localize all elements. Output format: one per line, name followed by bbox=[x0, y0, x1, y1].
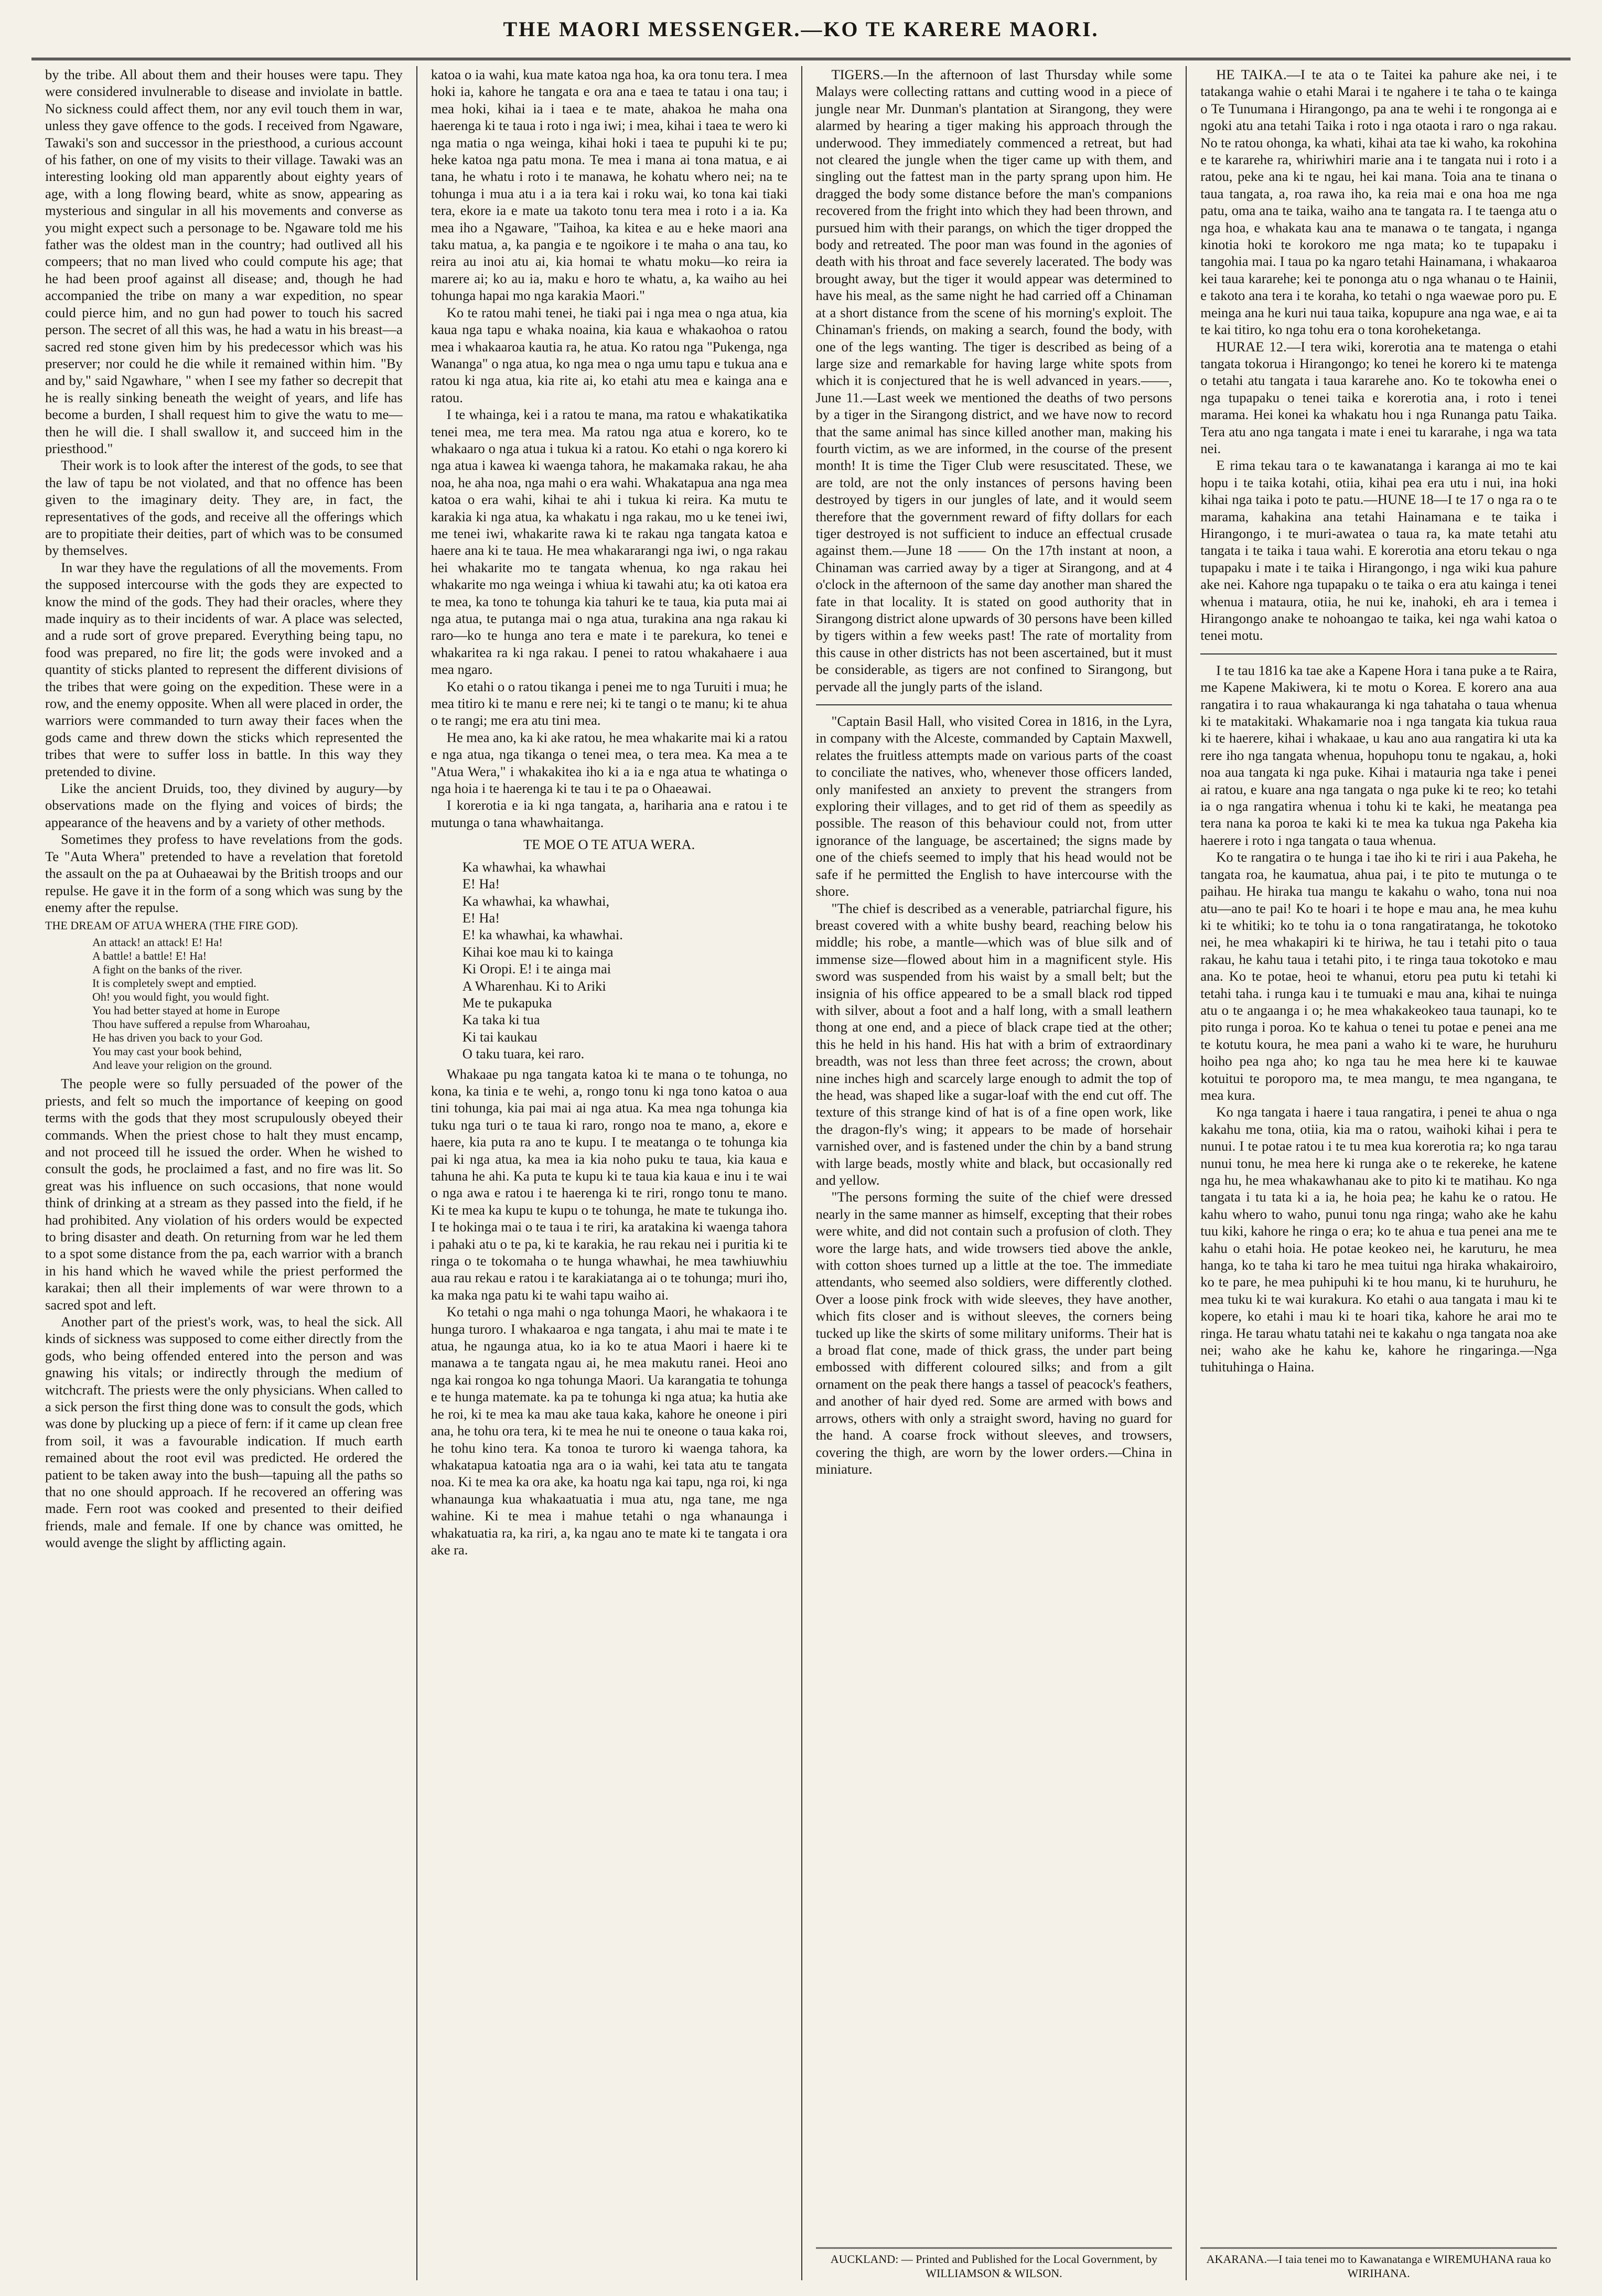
col2-paragraph-1: katoa o ia wahi, kua mate katoa nga hoa, ka ora tonu tera. I mea hoki ia, kahore he tangata e ora ana e taea te tatau i ona tau; i mea hoki, kihai ia i taea e te mate, ahakoa he maha ona haerenga ki te taua i roto i nga iwi; i mea, kihai i taea te wero ki nga matia o nga weinga, kihai hoki i taea te pupuhi ki te pu; heke katoa nga patu mona. Te mea i mana ai tona matua, e ai tana, he whatu i roto i te manawa, he kohatu whero nei; na te tohunga i mua atu i a ia tera kai i roku wai, ko tona kai tiaki tera, ekore ia e mate ua takoto tonu tera mea i roto i a ia. Ka mea iho a Ngaware, "Taihoa, ka kitea e au e heke maori ana taku matua, a, ka pangia e te ngoikore i te maha o ana tau, ko reira au inoi atu ai, kia homai te whatu moku—ko reira ia marere ai; ko au ia, maku e horo te whatu, a, ka waiho au hei tohunga hapai mo nga karakia Maori." bbox=[431, 67, 788, 304]
col2-paragraph-2: Ko te ratou mahi tenei, he tiaki pai i nga mea o nga atua, kia kaua nga tapu e whaka noaina, kia kaua e whakaohoa o ratou mea i whakaaroa kautia ra, he atua. Ko ratou nga "Pukenga, nga Wananga" o nga atua, ko nga mea o nga umu tapu e tukua ana e ratou ki nga atua, kia rite ai, ko etahi atu mea e kainga ana e ratou. bbox=[431, 304, 788, 405]
col2-poem-title: TE MOE O TE ATUA WERA. bbox=[523, 836, 695, 853]
column-4 bbox=[1186, 66, 1571, 2280]
col2-paragraph-3: I te whainga, kei i a ratou te mana, ma ratou e whakatikatika tenei mea, me tera mea. Ma ratou nga atua e korero, ko te whakaaro o nga atua i tukua ki a ratou. Ko etahi o nga korero ki nga atua i kawea ki waenga tahora, he makamaka rakau, he aha noa, he aha noa, nga mahi o era wahi. Whakatapua ana nga mea katoa o era wahi, kihai te ahi i tukua ki reira. Ka mutu te karakia ki nga atua, ka whakatu i nga rakau, mo u ke tenei iwi, me tenei iwi, whakarite rawa ki te rakau nga tangata katoa e haere ana ki te taua. He mea whakararangi nga iwi, o nga rakau hei whakarite mo te tangata whenua, ko nga rakau hei whakarite mo nga weinga i whiua ki tawahi atu; ka oti katoa era te mea, ka tono te tohunga kia tahuri ke te taua, kia puta mai ai nga atua, te putanga mai o nga atua, turakina ana nga rakau ki raro—ko te hunga ano tera e mate i te parekura, ko tenei e whakaritea ra ki nga rakau. I penei to ratou whakahaere i aua mea ngaro. bbox=[431, 406, 788, 678]
col3-imprint: AUCKLAND: — Printed and Published for the Local Government, by WILLIAMSON & WILSON. bbox=[816, 2247, 1173, 2280]
col2-poem: Ka whawhai, ka whawhai E! Ha! Ka whawhai, ka whawhai, E! Ha! E! ka whawhai, ka whawhai. Kihai koe mau ki to kainga Ki Oropi. E! i te ainga mai A Wharenhau. Ki to Ariki Me te pukapuka Ka taka ki tua Ki tai kaukau O taku tuara, kei raro. bbox=[462, 859, 623, 1062]
col3-paragraph-corea-3: "The persons forming the suite of the chief were dressed nearly in the same manner as himself, excepting that their robes were white, and did not contain such a profusion of cloth. They wore the large hats, and wide trowsers tied above the ankle, with cotton shoes turned up a little at the toe. The immediate attendants, who seemed also soldiers, were differently clothed. Over a loose pink frock with wide sleeves, they have another, which fits closer and is without sleeves, the corners being tucked up like the skirts of some military uniforms. Their hat is a broad flat cone, made of thick grass, the under part being embossed with different coloured silks; and from a gilt ornament on the peak there hangs a tassel of peacock's feathers, and another of hair dyed red. Some are armed with bows and arrows, others with only a straight sword, having no guard for the hand. A coarse frock without sleeves, and trowsers, covering the thigh, are worn by the lower orders.—China in miniature. bbox=[815, 1189, 1173, 1477]
col3-paragraph-corea-1: "Captain Basil Hall, who visited Corea in 1816, in the Lyra, in company with the Alceste, commanded by Captain Maxwell, relates the fruitless attempts made on various parts of the coast to conciliate the natives, who, whenever those officers landed, only manifested an anxiety to prevent the strangers from exploring their villages, and to get rid of them as speedily as possible. The reason of this behaviour could not, from utter ignorance of the language, be ascertained; the signs made by one of the chiefs seemed to imply that his head would not be safe if he permitted the English to have intercourse with the shore. bbox=[815, 713, 1173, 899]
col4-divider bbox=[1200, 653, 1557, 655]
column-3 bbox=[801, 66, 1186, 2280]
masthead bbox=[31, 0, 1571, 60]
column-1 bbox=[31, 66, 416, 2280]
col1-paragraph-6: The people were so fully persuaded of the power of the priests, and felt so much the importance of keeping on good terms with the gods that they most scrupulously obeyed their commands. When the priest chose to halt they must encamp, and not proceed till he issued the order. When he wished to consult the gods, he proclaimed a fast, and no fire was lit. So great was his influence on such occasions, that none would think of drinking at a stream as they passed into the field, if he had prohibited. Any violation of his orders would be expected to bring disaster and death. On returning from war he led them to a spot some distance from the pa, each warrior with a branch in his hand which he waved while the priest performed the karakai; then all their implements of war were thrown to a sacred spot and left. bbox=[45, 1076, 403, 1313]
col4-imprint: AKARANA.—I taia tenei mo to Kawanatanga e WIREMUHANA raua ko WIRIHANA. bbox=[1200, 2247, 1557, 2280]
columns bbox=[31, 66, 1571, 2280]
col2-paragraph-8: Ko tetahi o nga mahi o nga tohunga Maori, he whakaora i te hunga turoro. I whakaaroa e nga tangata, i ahu mai te mate i te atua, he ngaunga atua, ko ia ko te atua Maori i haere ki te manawa a te tangata ngau ai, he mea makutu ranei. Heoi ano nga kai rongoa ko nga tohunga Maori. Ua karangatia te tohunga e te hunga matemate. ka pa te tohunga ki nga atua; ka hutia ake he roi, ki te mea ka mau ake taua kaka, kahore he oneone i piri ana, he tohu ora tera, ki te mea he nui te oneone o taua kaka roi, he tohu kino tera. Ka tonoa te turoro ki waenga tahora, ka whakatapua katoatia nga ara o ia wahi, kei tata atu te tangata noa. Ki te mea ka ora ake, ka hoatu nga kai tapu, nga roi, ki nga whanaunga kua whakaatuatia i mua atu, nga tane, me nga wahine. Ki te mea i mahue tetahi o nga whanaunga i whakatuatia ra, ka riri, a, ka ngau ano te mate ki te tangata i ora ake ra. bbox=[431, 1304, 788, 1558]
col1-poem: An attack! an attack! E! Ha! A battle! a battle! E! Ha! A fight on the banks of the river. It is completely swept and emptied. Oh! you would fight, you would fight. You had better stayed at home in Europe Thou have suffered a repulse from Wharoahau, He has driven you back to your God. You may cast your book behind, And leave your religion on the ground. bbox=[92, 936, 310, 1072]
col1-paragraph-1: by the tribe. All about them and their houses were tapu. They were considered invulnerable to disease and inviolate in battle. No sickness could affect them, nor any evil touch them in war, unless they gave offence to the gods. I received from Ngaware, Tawaki's son and successor in the priesthood, a curious account of his father, on one of my visits to their village. Tawaki was an interesting looking old man apparently about eighty years of age, with a long flowing beard, white as snow, appearing as mysterious and singular in all his movements and converse as you might expect such a personage to be. Ngaware told me his father was the oldest man in the country; had outlived all his compeers; that no man lived who could compute his age; that he had been proof against all disease; and, though he had accompanied the tribe on many a war expedition, no spear could pierce him, and no gun had power to touch his sacred person. The secret of all this was, he had a watu in his breast—a sacred red stone given him by his predecessor which was his preserver; nor could he die while it remained within him. "By and by," said Ngawhare, " when I see my father so decrepit that he is really sinking beneath the weight of years, and life has become a burden, I shall request him to give the watu to me—then he will die. I shall swallow it, and succeed him in the priesthood." bbox=[45, 67, 403, 456]
col1-paragraph-7: Another part of the priest's work, was, to heal the sick. All kinds of sickness was supposed to come either directly from the gods, who being offended entered into the person and was gnawing his vitals; or indirectly through the medium of witchcraft. The priests were the only physicians. When called to a sick person the first thing done was to consult the gods, which was done by plucking up a piece of fern: if it came up clean free from soil, it was a favourable indication. If much earth remained about the root evil was predicted. He ordered the patient to be taken away into the bush—tapuing all the paths so that no one should approach. If he recovered an offering was made. Fern root was cooked and presented to their deified friends, male and female. If one by chance was omitted, he would avenge the slight by afflicting again. bbox=[45, 1314, 403, 1551]
col2-paragraph-4: Ko etahi o o ratou tikanga i penei me to nga Turuiti i mua; he mea titiro ki te manu e rere nei; ki te tangi o te manu; ki te ahua o te rangi; me era atu tini mea. bbox=[431, 678, 788, 728]
col3-paragraph-corea-2: "The chief is described as a venerable, patriarchal figure, his breast covered with a white bushy beard, reaching below his middle; his robe, a mantle—which was of blue silk and of immense size—flowed about him in a magnificent style. His sword was suspended from his waist by a small belt; but the insignia of his office appeared to be a small black rod tipped with silver, about a foot and a half long, with a small leathern thong at one end, and a piece of black crape tied at the other; this he held in his hand. His hat with a brim of extraordinary breadth, was not less than three feet across; the crown, about nine inches high and scarcely large enough to admit the top of the head, was shaped like a sugar-loaf with the end cut off. The texture of this strange kind of hat is of a fine open work, like the dragon-fly's wing; it appears to be made of horsehair varnished over, and is fastened under the chin by a band strung with large beads, mostly white and black, but occasionally red and yellow. bbox=[815, 900, 1173, 1188]
col1-paragraph-4: Like the ancient Druids, too, they divined by augury—by observations made on the flying and voices of birds; the appearance of the heavens and by a variety of other methods. bbox=[45, 780, 403, 830]
column-2 bbox=[416, 66, 801, 2280]
col2-paragraph-7: Whakaae pu nga tangata katoa ki te mana o te tohunga, no kona, ka tinia e te wehi, a, rongo tonu ki nga tono katoa o aua tini tohunga, kia pai mai ai nga atua. Ka mea nga tohunga kia tuku nga turi o te taua ki raro, rongo noa te mano, a, ekore e haere, kia puta ra ano te kupu. I te meatanga o te tohunga kia pai ki nga atua, ka mea ia kia noho puku te taua, kia kaua e tahuna he ahi. Ka puta te kupu ki te taua kia kaua e inu i te wai o nga awa e ratou i te haerenga ki te riri, rongo tonu te mano. Ki te mea ka kupu te kupu o te tohunga, he mate te tukunga iho. I te hokinga mai o te taua i te riri, ka aratakina ki waenga tahora i pahaki atu o te pa, ki te karakia, he rau rekau nei i puritia ki te ringa o te tokomaha o te hunga whawhai, he mea tawhiuwhiu aua rau rekau e ratou i te karakiatanga ai o te tohunga; muri iho, ka maka nga patu ki te wahi tapu waiho ai. bbox=[431, 1066, 788, 1303]
col4-paragraph-2: HURAE 12.—I tera wiki, korerotia ana te matenga o etahi tangata tokorua i Hirangongo; ko tenei he korero ki te matenga o tetahi atu tangata i taua kararehe ano. Ko te tokowha enei o nga tupapaku o tenei taika e korerotia ana, i roto i tenei marama. Hei konei ka whakatu hou i nga Runanga patu Taika. Tera atu ano nga tangata i mate i enei tu kararahe, i nga wa tata nei. bbox=[1200, 338, 1557, 456]
col1-paragraph-2: Their work is to look after the interest of the gods, to see that the law of tapu be not violated, and that no offence has been given to the imaginary deity. They are, in fact, the representatives of the gods, and receive all the offerings which are to propitiate their deities, part of which was to be consumed by themselves. bbox=[45, 457, 403, 559]
col1-poem-title: THE DREAM OF ATUA WHERA (THE FIRE GOD). bbox=[45, 919, 298, 932]
masthead-title: THE MAORI MESSENGER.—KO TE KARERE MAORI. bbox=[503, 17, 1099, 41]
col4-paragraph-5: Ko te rangatira o te hunga i tae iho ki te riri i aua Pakeha, he tangata roa, he kaumatua, ahua pai, i te pito te mutunga o te paihau. He hiraka tua mangu te kakahu o waho, tona nui noa atu—ano te pai! Ko te hoari i te hope e mau ana, he mea kuhu ki te whitiki; ko te tohu ia o tona rangatiratanga, he tokotoko nei, he mea whakapiri ki te hiriwa, he tau i tetahi pito o taua rakau, he kahu taua i tetahi pito, i te ringa taua tokotoko e mau ana. Ko te potae, heoi te whanui, etoru pea putu ki tetahi ki tetahi taha. i runga kau i te tumuaki e mau ana, kihai te nuinga atu o te angaanga i o; he mea whakakeokeo taua taunapi, ko te pito runga i poroa. Ko te kahua o tenei tu potae e penei ana me te kotutu koura, he mea pani a waho ki te ware, he huruhuru hoiho pea nga aho; ko nga tau he mea here ki te kauwae kotuitui te poroporo ma, te mea mangu, te mea ngangana, te mea kura. bbox=[1200, 849, 1557, 1103]
col3-paragraph-tigers: TIGERS.—In the afternoon of last Thursday while some Malays were collecting rattans and cutting wood in a piece of jungle near Mr. Dunman's plantation at Sirangong, they were alarmed by hearing a tiger making his approach through the underwood. They immediately commenced a retreat, but had not cleared the jungle when the tiger came up with them, and singling out the fattest man in the party sprang upon him. He dragged the body some distance before the man's companions recovered from the fright into which they had been thrown, and pursued him with their parangs, on which the tiger dropped the body and retreated. The poor man was found in the agonies of death with his throat and face severely lacerated. The body was brought away, but the tiger it would appear was determined to have his meal, as the same night he had carried off a Chinaman at a short distance from the scene of his morning's exploit. The Chinaman's friends, on making a search, found the body, with one of the legs wanting. The tiger is described as being of a large size and remarkable for having large white spots from which it is conjectured that he is well advanced in years.——, June 11.—Last week we mentioned the deaths of two persons by a tiger in the Sirangong district, and we have now to record that the same animal has since killed another man, making his fourth victim, as we are informed, in the course of the present month! It is time the Tiger Club were resuscitated. These, we are told, are not the only instances of persons having been destroyed by tigers in our jungles of late, and it would seem therefore that the government reward of fifty dollars for each tiger destroyed is not sufficient to induce an effectual crusade against them.—June 18 —— On the 17th instant at noon, a Chinaman was carried away by a tiger at Sirangong, and at 4 o'clock in the afternoon of the same day another man shared the fate in that locality. It is stated on good authority that in Sirangong district alone upwards of 30 persons have been killed by tigers within a few weeks past! The rate of mortality from this cause in other districts has not been ascertained, but it must be considerable, as tigers are not confined to Sirangong, but pervade all the jungly parts of the island. bbox=[815, 67, 1173, 694]
col4-paragraph-4: I te tau 1816 ka tae ake a Kapene Hora i tana puke a te Raira, me Kapene Makiwera, ki te motu o Korea. E korero ana aua rangatira i to raua whakauranga ki nga tahataha o taua whenua ki te matakitaki. Whakamarie noa i nga tangata kia tukua raua ki te haerere, kihai i whakaae, u kau ano aua rangatira ki uta ka rere iho nga tangata whenua, hopuhopu tonu te ngakau, a, hoki noa aua tangata ki nga puke. Kihai i matauria nga take i penei ai ratou, e kuare ana nga tangata o nga puke ki te reo; ko tetahi ia o nga rangatira whenua i tohu ki te kaki, he meatanga pea tera nana ka poroa te kaki ki te mea ka tukua nga Pakeha kia haerere i roto i nga tangata o taua whenua. bbox=[1200, 662, 1557, 848]
col1-paragraph-3: In war they have the regulations of all the movements. From the supposed intercourse with the gods they are expected to know the mind of the gods. They had their oracles, where they made inquiry as to their incidents of war. A place was selected, and a rude sort of grove prepared. Everything being tapu, no food was prepared, no fire lit; the gods were invoked and a quantity of sticks planted to represent the different divisions of the tribes that were going on the expedition. These were in a row, and the enemy opposite. When all were placed in order, the warriors were commanded to turn away their faces when the gods came and threw down the sticks which represented the tribes that were to suffer loss in battle. In this way they pretended to divine. bbox=[45, 559, 403, 779]
col2-paragraph-5: He mea ano, ka ki ake ratou, he mea whakarite mai ki a ratou e nga atua, nga tikanga o tenei mea, o tera mea. Ka mea a te "Atua Wera," i whakakitea iho ki a ia e nga atua te whatinga o nga hoia i te haerenga ki te tau i te pa o Ohaeawai. bbox=[431, 729, 788, 797]
col2-paragraph-6: I korerotia e ia ki nga tangata, a, hariharia ana e ratou i te mutunga o tana whawhaitanga. bbox=[431, 797, 788, 830]
col1-paragraph-5: Sometimes they profess to have revelations from the gods. Te "Auta Whera" pretended to have a revelation that foretold the assault on the pa at Ouhaeawai by the British troops and our repulse. He gave it in the form of a song which was sung by the enemy after the repulse. bbox=[45, 831, 403, 915]
col4-paragraph-1: HE TAIKA.—I te ata o te Taitei ka pahure ake nei, i te tatakanga wahie o etahi Marai i te ngahere i te taha o te kainga o Te Tunumana i Hirangongo, pa ana te wehi i te rongonga ai e ngoki atu ana tetahi Taika i roto i nga otaota i raro o nga rakau. No te ratou ohonga, ka whati, kihai ata tae ki waho, ka rokohina e te kararehe ra, whiriwhiri marie ana i te tangata nui i roto i a ratou, peke ana ki te ngau, hei kai mana. Toia ana te tinana o taua tangata, a, roa rawa iho, ka reia mai e ona hoa me nga patu, oma ana te taika, waiho ana te tangata ra. I te taenga atu o nga hoa, e whakata kau ana te manawa o te tangata, i nganga kinotia hoki te korokoro me nga mata; ko te tupapaku i tangohia mai. I taua po ka ngaro tetahi Hainamana, i whakaaroa kei taua kararehe; kei te pononga atu o nga whanau o te Hainii, e takoto ana tera i te koraha, ko tetahi o nga waewae poro pu. E meinga ana he kuri nui taua taika, kopupure ana nga wae, e ai ta te kai titiro, ko nga tohu era o tona koroheketanga. bbox=[1200, 67, 1557, 338]
col3-divider bbox=[816, 704, 1173, 705]
col4-paragraph-3: E rima tekau tara o te kawanatanga i karanga ai mo te kai hopu i te taika kotahi, otiia, kihai pea era utu i nui, ina hoki kihai nga taika i poto te patu.—HUNE 18—I te 17 o nga ra o te marama, kahakina ana tetahi Hainamana e te taika i Hirangongo, i te muri-awatea o taua ra, ka mate tetahi atu tangata i te taika i taua wahi. E korerotia ana etoru tekau o nga tupapaku i mate i te taika i Hirangongo, i nga wiki kua pahure ake nei. Kahore nga tupapaku o te taika o era atu kainga i tenei whenua i mataura, otiia, he nui ke, inahoki, eh ara i temea i Hirangongo anake te nohoangao te taika, kei nga wahi katoa o tenei motu. bbox=[1200, 457, 1557, 643]
col4-paragraph-6: Ko nga tangata i haere i taua rangatira, i penei te ahua o nga kakahu me tona, otiia, kia ma o ratou, waihoki kihai i pera te nunui. I te potae ratou i te tu mea kua korerotia ra; ko nga tarau nunui tonu, he mea here ki runga ake o te rekereke, he katene nga hu, he mea whakawhanau ake to pito ki te matihau. Ko nga tangata i tu tata ki a ia, he hoia pea; he kahu ke o ratou. He kahu whero to waho, punui tonu nga ringa; waho ake he kahu tuu kiki, kahore he ringa o era; ko te ahua e tua penei ana me te kahu o etahi hoia. He potae keokeo nei, he karuturu, he mea hanga, ko te taha ki taro he mea tuitui nga hiraka whakairoiro, ko te pare, he mea puhipuhi ki te hou manu, ki te huruhuru, he mea tuku ki te wai kurakura. Ko etahi o aua tangata i mau ki te kopere, ko etahi i mau ki te hoari tika, kahore he arai mo te ringa. He tarau whatu tatahi nei te kakahu o nga tangata noa ake nei; waho ake he kahu ke, kahore he ringaringa.—Nga tuhituhinga o Haina. bbox=[1200, 1104, 1557, 1375]
